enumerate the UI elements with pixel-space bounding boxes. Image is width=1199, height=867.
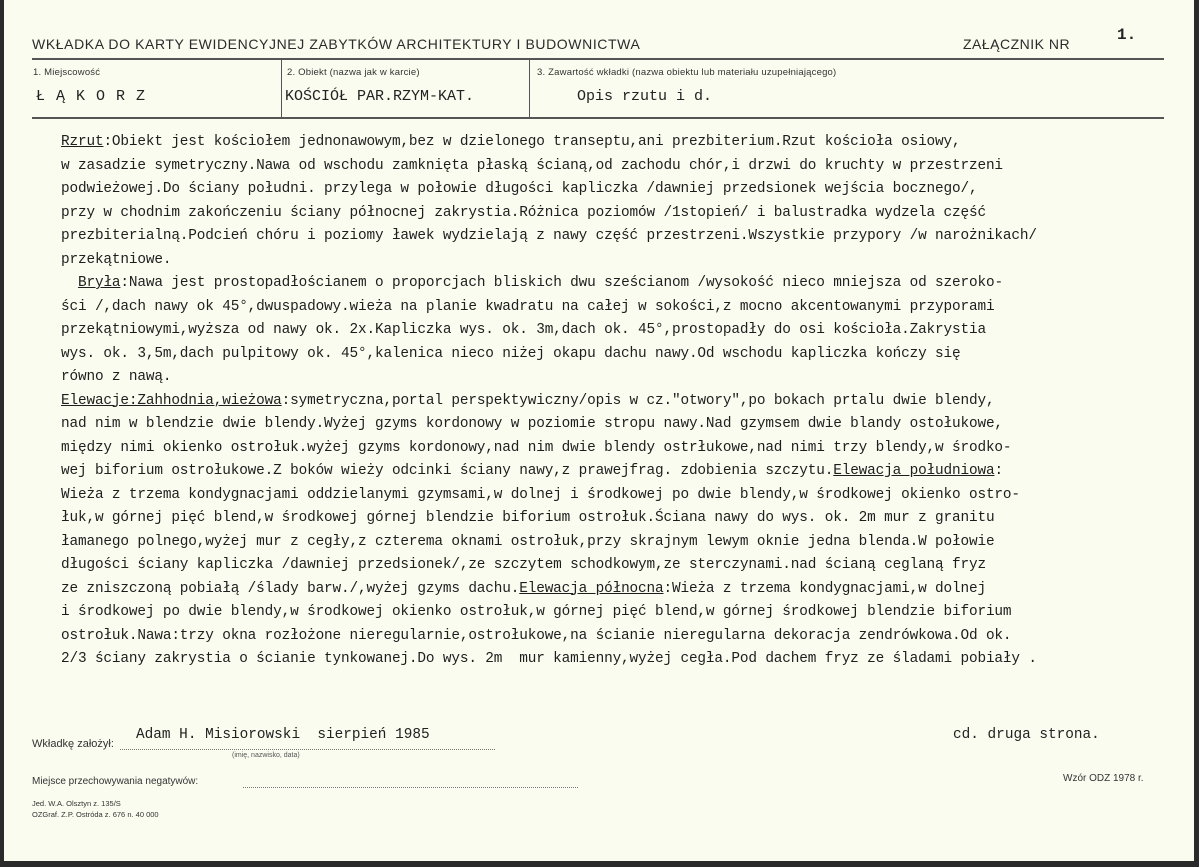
field-divider <box>281 60 282 117</box>
section-heading: Bryła <box>77 275 121 291</box>
text-line <box>61 507 1181 531</box>
line-text: podwieżowej.Do ściany południ. przylega w połowie długości kapliczka /dawniej przedsionek wejścia bocznego/, <box>61 181 978 197</box>
locality-value: Ł Ą K O R Z <box>36 88 147 105</box>
storage-line <box>243 787 578 788</box>
annex-label: ZAŁĄCZNIK NR <box>963 36 1071 52</box>
line-text: przekątniowymi,wyższa od nawy ok. 2x.Kapliczka wys. ok. 3m,dach ok. 45°,prostopadły do osi kościoła.Zakrystia <box>61 322 986 338</box>
line-text: ze zniszczoną pobiałą /ślady barw./,wyżej gzyms dachu. <box>61 580 520 597</box>
scan-border-bottom <box>0 861 1199 867</box>
text-line <box>61 648 1181 672</box>
text-line <box>61 202 1181 226</box>
continuation-note: cd. druga strona. <box>953 727 1100 743</box>
line-text: i środkowej po dwie blendy,w środkowej okienko ostrołuk,w górnej pięć blend,w górnej środkowej blendzie biforium <box>61 604 1012 620</box>
text-line <box>61 272 1181 296</box>
line-text: nad nim w blendzie dwie blendy.Wyżej gzyms kordonowy w poziomie stropu nawy.Nad gzymsem dwie blandy ostołukowe, <box>61 416 1003 432</box>
text-line <box>61 296 1181 320</box>
line-text: prezbiterialną.Podcień chóru i poziomy ławek wydzielają z nawy część przestrzeni.Wszystkie przypory /w narożnikach/ <box>61 228 1037 244</box>
author-label: Wkładkę założył: <box>32 738 114 750</box>
text-line <box>61 460 1181 484</box>
annex-number: 1. <box>1117 26 1137 44</box>
line-text: równo z nawą. <box>61 369 172 385</box>
text-line <box>61 554 1181 578</box>
content-label: 3. Zawartość wkładki (nazwa obiektu lub materiału uzupełniającego) <box>537 67 837 78</box>
line-text: przekątniowe. <box>61 251 172 268</box>
form-title: WKŁADKA DO KARTY EWIDENCYJNEJ ZABYTKÓW ARCHITEKTURY I BUDOWNICTWA <box>32 36 641 52</box>
line-text: przy w chodnim zakończeniu ściany północnej zakrystia.Różnica poziomów /1stopień/ i balustradka wydzela część <box>61 204 986 221</box>
text-line <box>61 178 1181 202</box>
author-line <box>120 749 495 750</box>
line-text: Wieża z trzema kondygnacjami oddzielanymi gzymsami,w dolnej i środkowej po dwie blendy,w środkowej okienko ostro- <box>61 486 1020 503</box>
line-text: :Nawa jest prostopadłościanem o proporcjach bliskich dwu sześcianom /wysokość nieco mniejsza od szeroko- <box>120 275 1003 291</box>
text-line <box>61 155 1181 179</box>
printer-info: Jed. W.A. Olsztyn z. 135/S <box>32 799 121 808</box>
field-divider <box>529 60 530 117</box>
line-text: 2/3 ściany zakrystia o ścianie tynkowanej.Do wys. 2m mur kamienny,wyżej cegła.Pod dachem fryz ze śladami pobiały . <box>61 651 1037 667</box>
text-line <box>61 578 1181 602</box>
section-heading: Elewacja południowa <box>833 463 995 479</box>
line-text: długości ściany kapliczka /dawniej przedsionek/,ze szczytem schodkowym,ze sterczynami.nad ścianą ceglaną fryz <box>61 557 986 573</box>
line-text: ści /,dach nawy ok 45°,dwuspadowy.wieża na planie kwadratu na całej w sokości,z mocno akcentowanymi przyporami <box>61 298 995 315</box>
line-text: łamanego polnego,wyżej mur z cegły,z czterema oknami ostrołuk,przy skrajnym lewym oknie jedna blenda.W połowie <box>61 533 995 550</box>
fields-rule <box>32 117 1164 119</box>
line-text: :Wieża z trzema kondygnacjami,w dolnej <box>663 580 986 597</box>
text-line <box>61 390 1181 414</box>
line-text: łuk,w górnej pięć blend,w środkowej górnej blendzie biforium ostrołuk.Ściana nawy do wys. ok. 2m mur z granitu <box>61 510 995 526</box>
text-line <box>61 319 1181 343</box>
line-text: między nimi okienko ostrołuk.wyżej gzyms kordonowy,nad nim dwie blendy ostrłukowe,nad nimi trzy blendy,w środko- <box>61 439 1012 456</box>
text-line <box>61 343 1181 367</box>
section-heading: Elewacje:Zahhodnia,wieżowa <box>61 392 282 409</box>
text-line <box>61 249 1181 273</box>
storage-label: Miejsce przechowywania negatywów: <box>32 776 199 787</box>
text-line <box>61 625 1181 649</box>
text-line <box>61 531 1181 555</box>
description-text <box>61 131 1181 672</box>
author-hint: (imię, nazwisko, data) <box>232 752 300 759</box>
form-pattern: Wzór ODZ 1978 r. <box>1063 773 1144 784</box>
text-line <box>61 437 1181 461</box>
section-heading: Rzrut <box>61 134 104 150</box>
text-line <box>61 225 1181 249</box>
line-text: :symetryczna,portal perspektywiczny/opis w cz."otwory",po bokach prtalu dwie blendy, <box>281 392 995 409</box>
text-line <box>61 131 1181 155</box>
section-heading: Elewacja północna <box>519 580 664 597</box>
object-value: KOŚCIÓŁ PAR.RZYM-KAT. <box>285 88 475 105</box>
scan-border-left <box>0 0 4 867</box>
line-text: wej biforium ostrołukowe.Z boków wieży odcinki ściany nawy,z prawejfrag. zdobienia szczytu. <box>61 463 834 479</box>
printer-info: OZGraf. Z.P. Ostróda z. 676 n. 40 000 <box>32 810 159 819</box>
line-text: :Obiekt jest kościołem jednonawowym,bez w dzielonego transeptu,ani prezbiterium.Rzut kościoła osiowy, <box>103 134 961 150</box>
text-line <box>61 601 1181 625</box>
object-label: 2. Obiekt (nazwa jak w karcie) <box>287 67 420 78</box>
line-text: ostrołuk.Nawa:trzy okna rozłożone nieregularnie,ostrołukowe,na ścianie nieregularna dekoracja zendrówkowa.Od ok. <box>61 627 1012 644</box>
line-text: wys. ok. 3,5m,dach pulpitowy ok. 45°,kalenica nieco niżej okapu dachu nawy.Od wschodu kapliczka kończy się <box>61 345 961 362</box>
line-text: : <box>994 463 1003 479</box>
locality-label: 1. Miejscowość <box>33 67 101 78</box>
text-line <box>61 484 1181 508</box>
line-text: w zasadzie symetryczny.Nawa od wschodu zamknięta płaską ścianą,od zachodu chór,i drzwi do kruchty w przestrzeni <box>61 157 1003 174</box>
text-line <box>61 413 1181 437</box>
content-value: Opis rzutu i d. <box>577 88 713 105</box>
author-value: Adam H. Misiorowski sierpień 1985 <box>136 727 430 743</box>
header-rule <box>32 58 1164 60</box>
text-line <box>61 366 1181 390</box>
scan-border-right <box>1194 0 1199 867</box>
